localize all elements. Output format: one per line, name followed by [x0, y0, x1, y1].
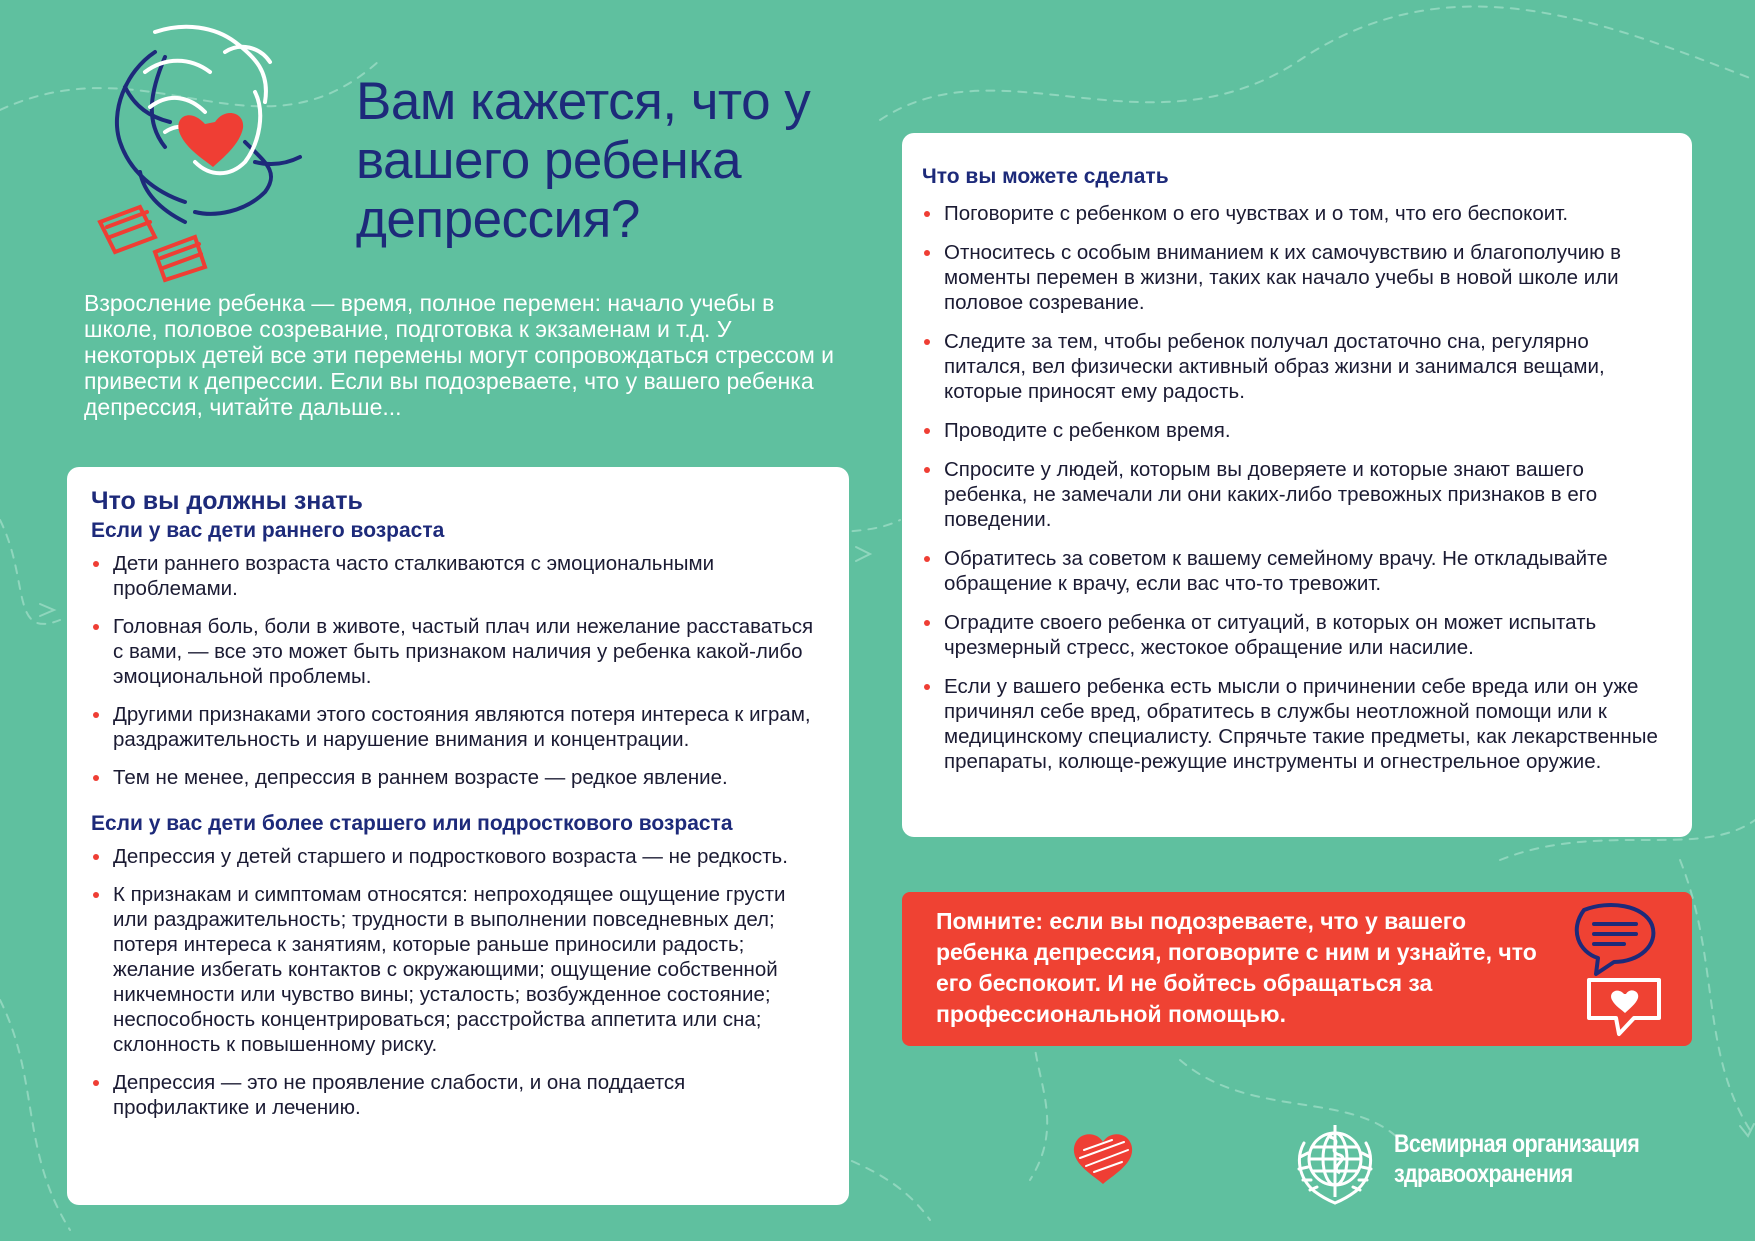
list-item: К признакам и симптомам относятся: непроходящее ощущение грусти или раздражительность; трудности в выполнении повседневных дел; потеря интереса к занятиям, которые раньше приносили радость; желание избегать контактов с окружающими; ощущение собственной никчемности или чувство вины; усталость; возбужденное состояние; неспособность концентрироваться; расстройства аппетита или сна; склонность к повышенному риску. — [91, 882, 825, 1057]
what-you-can-do-card — [902, 133, 1692, 837]
older-children-list — [91, 844, 825, 1120]
list-item: Тем не менее, депрессия в раннем возрасте — редкое явление. — [91, 765, 825, 790]
what-to-know-card — [67, 467, 849, 1205]
list-item: Относитесь с особым вниманием к их самочувствию и благополучию в моменты перемен в жизни, таких как начало учебы в новой школе или половое созревание. — [922, 240, 1672, 315]
remember-box — [902, 892, 1692, 1046]
who-emblem-icon — [1290, 1117, 1380, 1207]
remember-text: Помните: если вы подозреваете, что у вашего ребенка депрессия, поговорите с ним и узнайте, что его беспокоит. И не бойтесь обращаться за профессиональной помощью. — [936, 908, 1537, 1027]
list-item: Оградите своего ребенка от ситуаций, в которых он может испытать чрезмерный стресс, жестокое обращение или насилие. — [922, 610, 1672, 660]
list-item: Обратитесь за советом к вашему семейному врачу. Не откладывайте обращение к врачу, если вас что-то тревожит. — [922, 546, 1672, 596]
young-children-list — [91, 551, 825, 790]
intro-text: Взросление ребенка — время, полное перемен: начало учебы в школе, половое созревание, подготовка к экзаменам и т.д. У некоторых детей все эти перемены могут сопровождаться стрессом и привести к депрессии. Если вы подозреваете, что у вашего ребенка депрессия, читайте дальше... — [84, 290, 835, 420]
who-name-line2: здравоохранения — [1394, 1160, 1573, 1188]
list-item: Если у вашего ребенка есть мысли о причинении себе вреда или он уже причинял себе вред, обратитесь в службы неотложной помощи или к медицинскому специалисту. Спрячьте такие предметы, как лекарственные препараты, колюще-режущие инструменты и огнестрельное оружие. — [922, 674, 1672, 774]
what-you-can-do-heading: Что вы можете сделать — [922, 165, 1169, 188]
chat-bubbles-icon — [1564, 900, 1674, 1040]
list-item: Другими признаками этого состояния являются потеря интереса к играм, раздражительность и нарушение внимания и концентрации. — [91, 702, 825, 752]
list-item: Депрессия у детей старшего и подросткового возраста — не редкость. — [91, 844, 825, 869]
list-item: Головная боль, боли в животе, частый плач или нежелание расставаться с вами, — все это может быть признаком наличия у ребенка какой-либо эмоциональной проблемы. — [91, 614, 825, 689]
heart-icon — [1068, 1128, 1138, 1188]
hands-heart-illustration — [95, 12, 325, 292]
list-item: Спросите у людей, которым вы доверяете и которые знают вашего ребенка, не замечали ли они каких-либо тревожных признаков в его поведении. — [922, 457, 1672, 532]
list-item: Поговорите с ребенком о его чувствах и о том, что его беспокоит. — [922, 201, 1672, 226]
older-children-heading: Если у вас дети более старшего или подросткового возраста — [91, 812, 733, 835]
page-title: Вам кажется, что у вашего ребенка депрессия? — [356, 72, 811, 249]
heart-icon — [178, 113, 243, 167]
list-item: Следите за тем, чтобы ребенок получал достаточно сна, регулярно питался, вел физически активный образ жизни и занимался вещами, которые приносят ему радость. — [922, 329, 1672, 404]
list-item: Проводите с ребенком время. — [922, 418, 1672, 443]
young-children-heading: Если у вас дети раннего возраста — [91, 519, 445, 542]
who-name — [1394, 1129, 1652, 1189]
who-name-line1: Всемирная организация — [1394, 1130, 1640, 1158]
what-to-know-heading: Что вы должны знать — [91, 487, 363, 515]
heart-icon — [1611, 990, 1638, 1013]
who-logo — [1290, 1117, 1690, 1207]
what-you-can-do-list — [922, 201, 1672, 774]
list-item: Дети раннего возраста часто сталкиваются с эмоциональными проблемами. — [91, 551, 825, 601]
list-item: Депрессия — это не проявление слабости, и она поддается профилактике и лечению. — [91, 1070, 825, 1120]
